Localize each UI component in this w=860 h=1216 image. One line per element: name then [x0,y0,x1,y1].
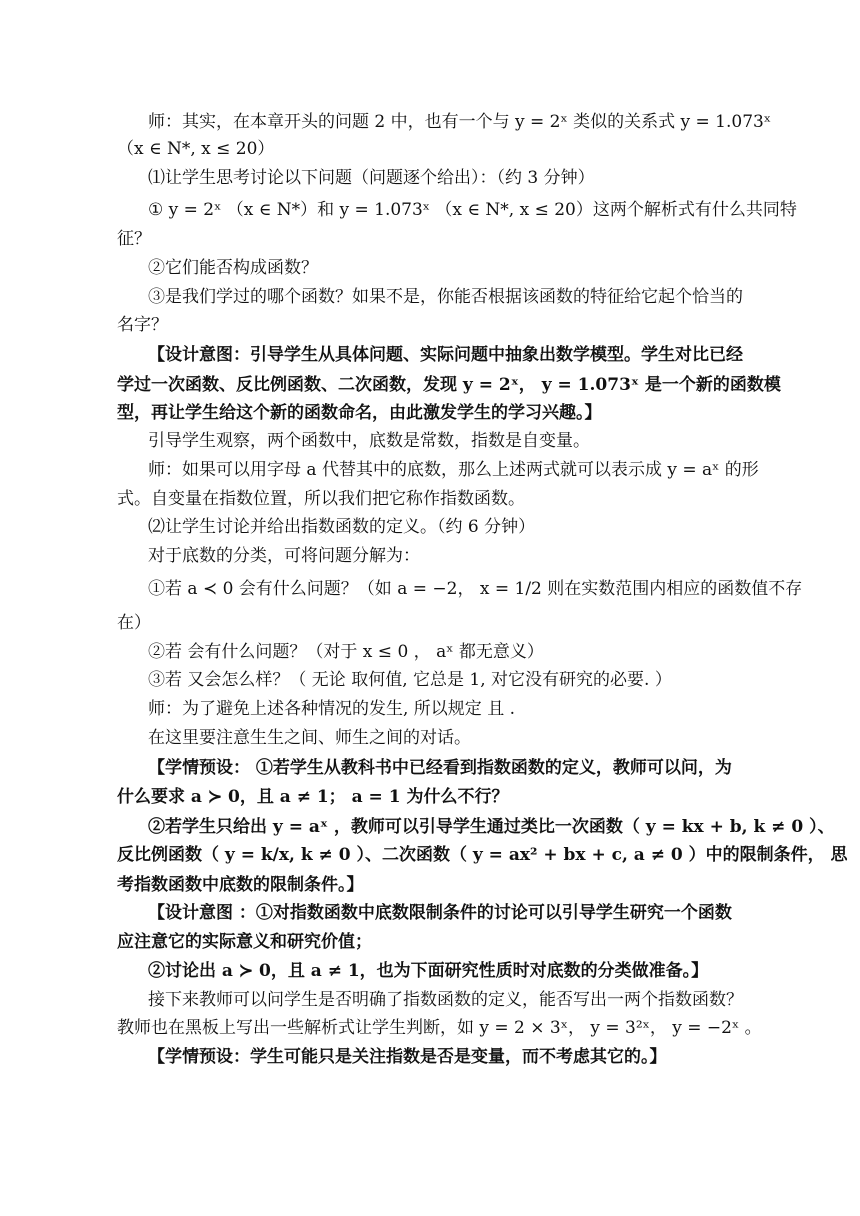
text-line-18: 在） [117,613,151,633]
text-line-7: ③是我们学过的哪个函数？如果不是，你能否根据该函数的特征给它起个恰当的 [148,287,743,307]
text-line-12: 引导学生观察，两个函数中，底数是常数，指数是自变量。 [148,431,590,451]
text-line-6: ②它们能否构成函数？ [148,258,318,278]
text-line-1: 师：其实，在本章开头的问题 2 中，也有一个与 y = 2ˣ 类似的关系式 y = 1.073ˣ [148,112,772,132]
text-line-17: ①若 a ≺ 0 会有什么问题？（如 a = −2， x = 1/2 则在实数范围内相应的函数值不存 [148,579,803,599]
text-line-14: 式。自变量在指数位置，所以我们把它称作指数函数。 [117,489,525,509]
student-preset2-line-1: 【学情预设：学生可能只是关注指数是否是变量，而不考虑其它的。】 [148,1047,667,1067]
text-line-16: 对于底数的分类，可将问题分解为： [148,546,420,566]
text-line-5: 征？ [117,229,151,249]
student-preset-line-2: 什么要求 a ≻ 0，且 a ≠ 1； a = 1 为什么不行？ [117,787,509,807]
student-preset-line-4: 反比例函数（ y = k/x, k ≠ 0 ）、二次函数（ y = ax² + bx + c, a ≠ 0 ）中的限制条件， 思 [117,845,848,865]
student-preset-line-1: 【学情预设： ①若学生从教科书中已经看到指数函数的定义，教师可以问，为 [148,758,732,778]
text-line-22: 在这里要注意生生之间、师生之间的对话。 [148,728,471,748]
text-line-8: 名字？ [117,315,168,335]
text-line-2: （x ∈ N*, x ≤ 20） [117,139,275,159]
text-line-21: 师：为了避免上述各种情况的发生, 所以规定 且 . [148,699,516,719]
design-intent2-line-3: ②讨论出 a ≻ 0，且 a ≠ 1，也为下面研究性质时对底数的分类做准备。】 [148,961,709,981]
text-line-15: ⑵让学生讨论并给出指数函数的定义。（约 6 分钟） [148,517,536,537]
text-line-13: 师：如果可以用字母 a 代替其中的底数，那么上述两式就可以表示成 y = aˣ 的形 [148,460,759,480]
design-intent-line-2: 学过一次函数、反比例函数、二次函数，发现 y = 2ˣ， y = 1.073ˣ 是一个新的函数模 [117,375,781,395]
design-intent-line-1: 【设计意图：引导学生从具体问题、实际问题中抽象出数学模型。学生对比已经 [148,345,743,365]
design-intent2-line-2: 应注意它的实际意义和研究价值； [117,932,372,952]
text-line-19: ②若 会有什么问题？（对于 x ≤ 0 ， aˣ 都无意义） [148,642,544,662]
design-intent2-line-1: 【设计意图 ：①对指数函数中底数限制条件的讨论可以引导学生研究一个函数 [148,903,732,923]
design-intent-line-3: 型，再让学生给这个新的函数命名，由此激发学生的学习兴趣。】 [117,403,602,423]
text-line-31: 接下来教师可以问学生是否明确了指数函数的定义，能否写出一两个指数函数？ [148,990,743,1010]
text-line-20: ③若 又会怎么样？（ 无论 取何值, 它总是 1, 对它没有研究的必要. ） [148,670,672,690]
student-preset-line-3: ②若学生只给出 y = aˣ ，教师可以引导学生通过类比一次函数（ y = kx + b, k ≠ 0 ）、 [148,817,835,837]
text-line-4: ① y = 2ˣ （x ∈ N*）和 y = 1.073ˣ （x ∈ N*, x ≤ 20）这两个解析式有什么共同特 [148,200,797,220]
text-line-32: 教师也在黑板上写出一些解析式让学生判断，如 y = 2 × 3ˣ， y = 3²ˣ， y = −2ˣ 。 [117,1018,762,1038]
text-line-3: ⑴让学生思考讨论以下问题（问题逐个给出）：（约 3 分钟） [148,168,595,188]
student-preset-line-5: 考指数函数中底数的限制条件。】 [117,875,364,895]
